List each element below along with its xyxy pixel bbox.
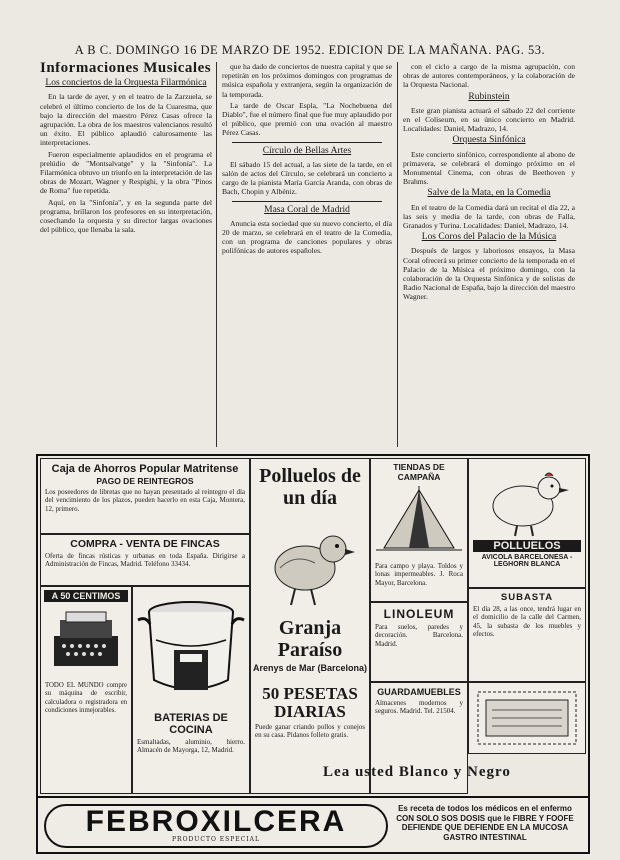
article-paragraph: Anuncia esta sociedad que su nuevo concierto, el día 20 de marzo, se celebrará en el teatro de la Comedia, con un programa de canciones populares y obras polifónicas de autores españoles. [222,218,392,256]
hen-illustration-icon [473,462,581,538]
ad-title: Lea usted Blanco y Negro [323,764,511,780]
ad-subtitle: PAGO DE REINTEGROS [96,476,194,486]
ad-title: GUARDAMUEBLES [377,687,461,697]
ad-polluelos-avicola [468,458,586,588]
divider [232,201,382,202]
article-paragraph: Fueron especialmente aplaudidos en el programa el prelúdio de "Montsalvatge" y la "Sinfonía". La Filarmónica obtuvo un triunfo en la interpretación de las obras de Mozart, Wagner y Respighi, y la obra "Pinos de Roma" fue repetida. [40,149,212,196]
ad-body: Los poseedores de libretas que no hayan presentado al reintegro el día del vencimiento de los plazos, pueden hacerlo en esta Caja, Montera, 12, primero. [45,488,245,513]
advertisements-block [36,454,590,798]
column-3 [403,62,575,447]
ad-body: Almacenes modernos y seguros. Madrid. Tel. 21504. [375,699,463,716]
subhead-bellas-artes: Círculo de Bellas Artes [262,145,352,156]
ad-title: Caja de Ahorros Popular Matritense [51,463,239,475]
subhead-masa-coral: Masa Coral de Madrid [264,204,350,215]
ad-title: POLLUELOS [473,540,581,552]
column-divider [216,62,217,447]
ad-title: A 50 CENTIMOS [44,590,128,602]
ad-baterias [132,586,250,794]
ad-fincas [40,534,250,586]
ad-title: BATERIAS DE COCINA [154,712,228,736]
typewriter-icon [44,606,128,676]
subhead-comedia: Salve de la Mata, en la Comedia [427,188,551,199]
ad-title: Granja Paraíso [277,617,343,661]
ad-title: TIENDAS DE CAMPAÑA [393,462,445,482]
ad-body: Puede ganar criando pollos y conejos en su casa. Pídanos folleto gratis. [255,723,365,740]
section-title: Informaciones Musicales [40,62,212,76]
subhead-rubinstein: Rubinstein [468,91,510,102]
article-paragraph: La tarde de Oscar Espla, "La Nochebuena del Diablo", fue el número final que fue muy aplaudido por el público, que premió con una ovación al maestro Pérez Casas. [222,100,392,138]
divider [232,142,382,143]
ad-body: AVICOLA BARCELONESA - LEGHORN BLANCA [481,554,573,568]
subhead-coros: Los Coros del Palacio de la Música [421,232,557,243]
ad-caja-ahorros [40,458,250,534]
subhead-orquesta-sinfonica: Orquesta Sinfónica [452,135,526,146]
brand-oval [44,804,388,848]
article-paragraph: Aquí, en la "Sinfonía", y en la segunda parte del programa, brillaron los profesores en su interpretación, cosechando la orquesta y su director largas ovaciones del público, que llenaba la sala. [40,197,212,235]
ad-blanco-negro [250,754,584,792]
ad-subasta [468,588,586,682]
banner-febroxilcera [36,796,590,854]
ad-linoleum [370,602,468,682]
page-header: A B C. DOMINGO 16 DE MARZO DE 1952. EDICION DE LA MAÑANA. PAG. 53. [74,43,546,57]
column-divider [397,62,398,447]
ad-body: Para suelos, paredes y decoración. Barcelona. Madrid. [375,623,463,648]
article-paragraph: Este gran pianista actuará el sábado 22 del corriente en el Coliseum, en su único concierto en Madrid. Localidades: Daniel, Madrazo, 14. [403,105,575,134]
ad-title: COMPRA - VENTA DE FINCAS [70,538,220,550]
column-1 [40,62,212,447]
ad-typewriter [40,586,132,794]
ad-granja-paraiso [250,458,370,794]
ornament-icon [472,686,582,750]
ad-body: Para campo y playa. Toldos y lonas impermeables. J. Roca Mayor, Barcelona. [375,562,463,587]
banner-text: Es receta de todos los médicos en el enfermo CON SOLO SOS DOSIS que le FIBRE Y FOOFE DEFIENDE QUE DEFIENDE EN LA MUCOSA GASTRO INTESTINAL [396,804,574,842]
ad-tiendas-campana [370,458,468,602]
article-paragraph: En el teatro de la Comedia dará un recital el día 22, a las seis y media de la tarde, con obras de Falla, Granados y Turina. Localidades: Daniel, Madrazo, 14. [403,202,575,231]
ad-subtitle: Arenys de Mar (Barcelona) [252,663,368,673]
ad-body: Oferta de fincas rústicas y urbanas en toda España. Dirigirse a Administración de Fincas, Madrid. Teléfono 33434. [45,552,245,569]
article-paragraph: con el ciclo a cargo de la misma agrupación, con obras de autores contemporáneos, y la colaboración de la Orquesta Nacional. [403,62,575,90]
ad-body: TODO EL MUNDO compre su máquina de escribir, calculadora o registradora en condiciones inmejorables. [45,682,127,715]
ad-title: Polluelos de un día [259,465,361,509]
ad-title: LINOLEUM [383,607,455,621]
ad-title: SUBASTA [500,592,554,603]
column-2 [222,62,392,447]
ad-ornament [468,682,586,754]
subhead-filarmonica: Los conciertos de la Orquesta Filarmónica [45,78,207,89]
ad-body: Esmaltadas, aluminio, hierro. Almacén de Mayorga, 12, Madrid. [137,738,245,755]
cooking-pot-icon [136,590,246,710]
article-paragraph: Este concierto sinfónico, correspondiente al abono de primavera, se celebrará el domingo próximo en el Monumental Cinema, con obras de Beethoven y Brahms. [403,149,575,187]
article-paragraph: El sábado 15 del actual, a las siete de la tarde, en el salón de actos del Círculo, se celebrará un concierto a cargo de la pianista María García Aranda, con obras de Bach, Chopin y Albéniz. [222,159,392,197]
chick-illustration-icon [255,513,365,613]
article-paragraph: Después de largos y laboriosos ensayos, la Masa Coral ofrecerá su primer concierto de la temporada en el Palacio de la Música el próximo domingo, con la colaboración de la Orquesta Sinfónica y de solistas de Radio Nacional de España, bajo la dirección del maestro Wagner. [403,246,575,302]
ad-title: 50 PESETAS DIARIAS [262,684,358,721]
article-paragraph: que ha dado de conciertos de nuestra capital y que se repetirán en los próximos domingos con programas de música española y extranjera, según la organización de la temporada. [222,62,392,99]
ad-body: El día 28, a las once, tendrá lugar en el domicilio de la calle del Carmen, 45, la subasta de los muebles y efectos. [473,605,581,639]
brand-subtitle: PRODUCTO ESPECIAL [172,836,260,843]
tent-icon [374,486,464,556]
brand-name: FEBROXILCERA [85,805,347,838]
article-paragraph: En la tarde de ayer, y en el teatro de la Zarzuela, se celebró el último concierto de los de la Cuaresma, que bajo la dirección del maestro Pérez Casas ofrece la agrupación. La obra de los maestros valencianos resultó un éxito. El público aplaudió calurosamente las interpretaciones. [40,92,212,148]
